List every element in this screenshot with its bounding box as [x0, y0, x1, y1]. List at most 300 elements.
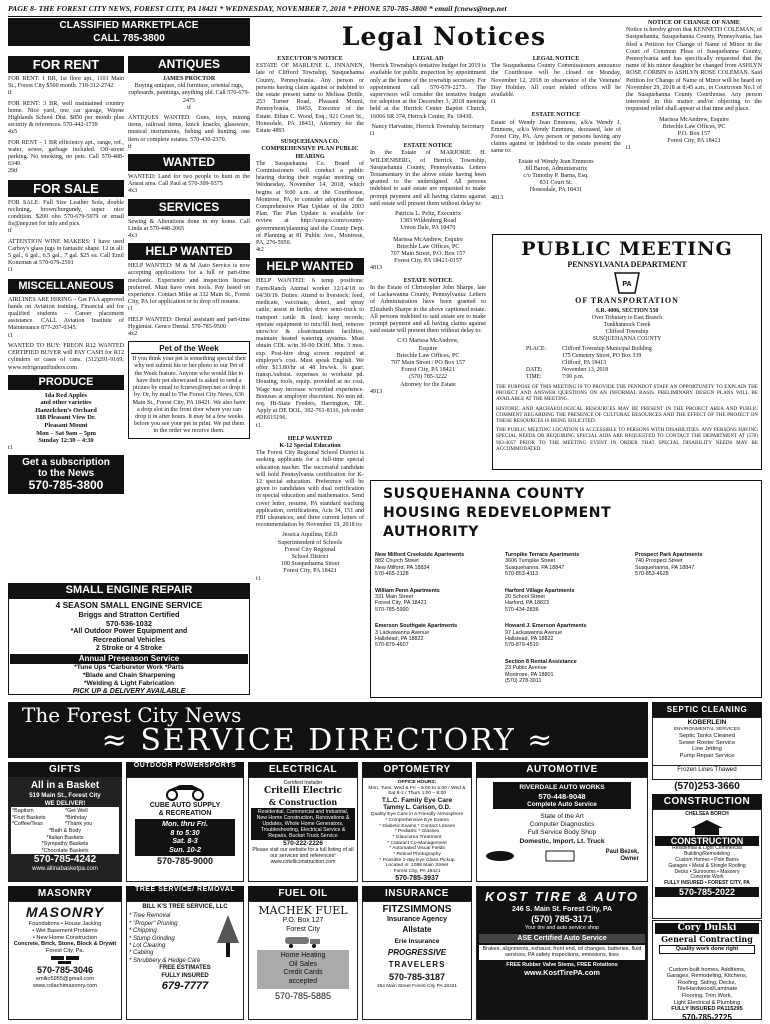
housing-listing-line: Susquehanna, PA 18847: [635, 564, 695, 571]
auto-line: Computer Diagnostics: [529, 821, 595, 829]
auto-phone: 570-448-9048: [493, 792, 631, 801]
ad-code: 4t2: [256, 247, 264, 254]
insurance-heading: INSURANCE: [362, 886, 472, 901]
produce-line: Mon – Sat 9am – 5pm: [36, 429, 96, 437]
contractor-name-2: General Contracting: [661, 934, 753, 944]
housing-listing-line: 570-785-5990: [375, 606, 409, 613]
oil-truck-icon: [251, 934, 355, 950]
construction-name: CONSTRUCTION: [655, 836, 759, 846]
fuel-line: accepted: [288, 977, 318, 985]
auto-line: State of the Art: [540, 813, 584, 820]
hours-line: 8 to 5:30: [170, 827, 200, 837]
directory-title: The Forest City News: [22, 703, 242, 727]
automotive-ad: [476, 762, 648, 882]
place-line: Clifford, PA 18413: [562, 360, 606, 366]
construction-line: Decks • Sunrooms • Masonry: [674, 868, 740, 875]
optometry-line: Forest City, PA 18421: [393, 869, 441, 875]
gifts-ad: [8, 762, 122, 882]
meeting-accessibility: THE PUBLIC MEETING LOCATION IS ACCESSIBLE TO PERSONS WITH DISABILITIES. ANY PERSONS HAVING SPECIAL NEEDS OR REQUIRING SPECIAL AIDS ARE REQUESTED TO CONTACT THE DEPARTMENT AT (570) 963-4057 PRIOR TO THE MEETING EVENT IN ORDER THAT SPECIAL DISABILITY NEEDS MAY BE ACCOMMODATED.: [496, 427, 758, 452]
legal-ad-title: LEGAL AD: [412, 56, 444, 62]
engine-line: 2 Stroke or 4 Stroke: [95, 645, 163, 652]
housing-listing-line: Susquehanna, PA 18847: [505, 564, 565, 571]
auto-line: Domestic, Import, Lt. Truck: [519, 837, 605, 845]
optometry-line: * Pediatric * Glasses: [394, 829, 440, 835]
housing-listing-line: 570-434-2836: [505, 606, 539, 613]
ad-code: t1: [491, 99, 496, 106]
electrical-services: Residential, Commercial and Industrial, New Home Construction, Renovations & Updates, Whole Home Generators, Troubleshooting, Electrical Service & Repairs, Bucket Truck Service: [251, 808, 355, 840]
optometry-hours-label: OFFICE HOURS:: [397, 780, 437, 785]
kost-free: FREE Rubber Valve Stems, FREE Rotations: [506, 961, 618, 968]
gifts-website[interactable]: www.allinabasketpa.com: [32, 866, 98, 873]
gift-item: *Chocolate Baskets: [41, 847, 89, 854]
dental-ad: HELP WANTED: Dental assistant and part-time Hygienist. Genco Dental. 570-785-9500: [128, 316, 250, 330]
housing-listing-line: 740 Prospect Street: [635, 558, 683, 565]
construction-phone: 570-785-2022: [655, 887, 759, 897]
name-change-title: NOTICE OF CHANGE OF NAME: [648, 20, 740, 26]
time-value: 7:00 p.m.: [562, 374, 585, 380]
engine-line: *Welding & Light Fabrication: [84, 679, 174, 687]
county-line: SUSQUEHANNA COUNTY: [592, 336, 662, 342]
estate-address: [491, 159, 621, 195]
address-line: Jessica Aquilina, Ed.D: [282, 532, 338, 539]
electrical-name: Critelli Electric: [264, 786, 342, 796]
sr-line: S.R. 4006, SECTION 550: [595, 308, 659, 314]
housing-listing-line: 3606 Turnpike Street: [505, 558, 556, 565]
comp-plan-title: SUSQUEHANNA CO. COMPREHENSIVE PLAN PUBLIC HEARING: [261, 139, 359, 160]
place-line: 175 Cemetery Street, PO Box 339: [562, 353, 642, 359]
subscription-phone: 570-785-3800: [28, 478, 104, 493]
sale-ad-1: FOR SALE: Full Size Leather Sofa, double reclining, brown/burgundy, super nice condition. $200 obo 570-679-5079 or email fis@nep.net for info and pics.: [8, 199, 124, 228]
contractor-line: Flooring, Trim Work,: [681, 992, 733, 999]
masonry-website[interactable]: www.colachimasonry.com: [33, 982, 97, 989]
auto-line: Full Service Body Shop: [527, 829, 597, 837]
directory-banner: [8, 702, 648, 758]
optometry-line: * Possible 1-day Eye Glass Pickup: [379, 857, 455, 863]
address-line: Patricia L. Peltz, Executrix: [395, 211, 461, 218]
housing-listing-line: Hallstead, PA 18822: [375, 636, 424, 643]
housing-listing-name: William Penn Apartments: [375, 587, 440, 594]
construction-line: FULLY INSURED • FOREST CITY, PA: [664, 880, 750, 887]
gifts-name: All in a Basket: [30, 780, 100, 791]
rent-ad-1: FOR RENT: 1 BR, 1st floor apt., 1101 Main St., Forest City $500 month. 718-312-2742: [8, 76, 124, 90]
outdoor-heading: OUTDOOR POWERSPORTS: [126, 762, 244, 777]
optometry-doctor: Tammy L. Carlson, O.D.: [383, 805, 451, 812]
address-line: Marissa McAndrew, Esquire: [393, 236, 463, 243]
public-meeting-title: PUBLIC MEETING: [521, 238, 733, 260]
septic-company-sub: ENVIRONMENTAL SERVICES: [673, 726, 741, 732]
housing-listing-line: Hallstead, PA 18822: [505, 636, 554, 643]
address-line: Estate of Wendy Jean Emmons: [518, 158, 594, 165]
travelers-logo: TRAVELERS: [388, 959, 446, 969]
contractor-line: Garages, Remodeling, Kitchens,: [666, 973, 748, 980]
housing-title-line: AUTHORITY: [383, 524, 480, 540]
address-line: (570) 785-3222: [408, 374, 448, 381]
ad-code: 4x3: [128, 188, 138, 195]
septic-ad: [652, 702, 762, 766]
housing-listing-line: 570-879-4607: [375, 642, 409, 649]
housing-listing-name: Howard J. Emerson Apartments: [505, 623, 587, 630]
electrical-phone: 570-222-2226: [283, 840, 323, 847]
septic-line: Frozen Lines Thawed: [677, 766, 737, 773]
housing-listing-line: Forest City, PA 18421: [375, 600, 427, 607]
housing-listing-name: Prospect Park Apartments: [635, 552, 703, 558]
housing-listing-name: New Milford Creekside Apartments: [375, 552, 465, 558]
place-value: [562, 346, 758, 367]
address-line: 707 Main Street, P.O. Box 157: [390, 251, 466, 258]
optometry-heading: OPTOMETRY: [362, 762, 472, 777]
address-line: Briechle Law Offices, PC: [396, 243, 460, 250]
tree-insured: FULLY INSURED: [161, 972, 209, 979]
small-engine-ad: [8, 583, 250, 695]
legal-notices-heading: Legal Notices: [341, 22, 547, 51]
tree-service-heading: TREE SERVICE/ REMOVAL: [126, 886, 244, 901]
antiques-heading: ANTIQUES: [128, 56, 250, 73]
engine-line: *Tune Ups *Carburetor Work *Parts: [74, 663, 184, 671]
fuel-line: Credit Cards: [283, 969, 323, 977]
estate-notice-text: In the Estate of MARJORIE H. WILDENBERG, of Herrick Township, Susquehanna County, Pennsylvania. Letters Testamentary in the above estate having been granted to the undersigned. All persons indebted to said estate are requested to make prompt payment and all having claims against said estate will present them without delay to:: [370, 150, 486, 207]
masonry-line: Forest City, Pa.: [45, 948, 85, 955]
name-change-text: Notice is hereby given that KENNETH COLEMAN, of Susquehanna, Susquehanna County, Pennsylvania, has filed a Petition for Change of Name of Minor in the Court of Common Pleas of Susquehanna County, Pennsylvania and has specifically requested that the name of his minor daughter be changed from ASHLYN ROSE CORBIN to ASHLYN ROSE COLEMAN. Said Petition for Change of Name of Minor will be heard on November 29, 2018 at 8:45 a.m., in Courtroom No.1 of the Susquehanna County Courthouse. Any person interested in this matter and/or objecting to the requested relief shall appear at that time and place.: [626, 27, 762, 113]
produce-line: Sunday 12:30 – 4:30: [38, 437, 94, 445]
construction-heading: CONSTRUCTION: [652, 794, 762, 809]
construction-line: Building/Remodeling: [684, 850, 730, 857]
housing-listing: [505, 623, 627, 649]
kost-address: 246 S. Main St. Forest City, PA: [511, 906, 613, 913]
contractor-line: Light Electrical & Plumbing: [673, 999, 741, 1006]
masonry-name: MASONRY: [25, 904, 105, 920]
engine-line: PICK UP & DELIVERY AVAILABLE: [72, 687, 186, 695]
optometry-line: Located in: 1088 Main Street: [385, 863, 449, 869]
masonry-line: Foundations • House Jacking: [28, 921, 102, 927]
estate-notice-title: ESTATE NOTICE: [403, 143, 453, 150]
construction-name-top: CHELSEA BORCH: [685, 811, 729, 817]
tree-item: * Tree Removal: [129, 913, 171, 920]
fuel-line: Oil Sales: [288, 960, 317, 968]
house-icon: [655, 818, 759, 836]
fuel-city: Forest City: [286, 925, 320, 933]
classified-title: CLASSIFIED MARKETPLACE: [59, 20, 199, 31]
place-line: Clifford Township Municipal Building: [562, 346, 652, 352]
construction-ad: [652, 794, 762, 1020]
public-meeting-ad: [492, 234, 762, 470]
gifts-phone: 570-785-4242: [33, 854, 97, 866]
proctor-ad: Buying antiques, old furniture, oriental rugs, cupboards, paintings, anything old. Call 570-679-2475: [128, 83, 250, 104]
optometry-line: * Glaucoma Treatment: [392, 834, 442, 840]
tree-service-name: BILL K'S TREE SERVICE, LLC: [142, 904, 228, 910]
kost-cert: ASE Certified Auto Service: [479, 934, 645, 943]
housing-title-line: SUSQUEHANNA COUNTY: [383, 486, 585, 502]
classified-banner: [8, 18, 250, 46]
housing-col-1: [375, 552, 497, 695]
housing-listing-line: New Milford, PA 18834: [375, 564, 430, 571]
ad-code: tf: [8, 228, 12, 235]
housing-listing-line: Harford, PA 18823: [505, 600, 549, 607]
kost-tagline: Your tire and auto service shop: [524, 925, 600, 931]
ad-code: 4813: [491, 194, 504, 201]
legal-notice-title: LEGAL NOTICE: [532, 56, 580, 62]
produce-line: and other varieties: [40, 399, 92, 407]
masonry-ad: [8, 886, 122, 1020]
estate-address: [370, 211, 486, 265]
pet-of-week-box: [128, 341, 250, 438]
date-label: DATE:: [526, 367, 543, 373]
electrical-tag: Certified Installer: [283, 780, 323, 786]
outdoor-phone: 570-785-9000: [156, 855, 214, 866]
fuel-name: MACHEK FUEL: [258, 904, 348, 917]
contractor-line: Tile/Hardwood/Laminate: [676, 986, 738, 993]
address-line: Union Dale, PA 18470: [400, 225, 456, 232]
kost-website[interactable]: www.KostTirePA.com: [524, 968, 600, 977]
time-label: TIME:: [526, 374, 542, 380]
estate-notice-title: ESTATE NOTICE: [403, 277, 453, 284]
classified-col-2: [128, 56, 250, 576]
contractor-phone: 570-785-2725: [682, 1012, 732, 1020]
optometry-line: Quality Eye Care in a Friendly Atmosphere: [370, 812, 464, 818]
airlines-ad: AIRLINES ARE HIRING – Get FAA approved hands on Aviation training. Financial aid for qualified students – Career placement assistance. CALL Aviation Institute of Maintenance 877-207-0345.: [8, 296, 124, 332]
address-line: Forest City, PA 18421-0157: [394, 258, 462, 265]
address-line: Superintendent of Schools: [277, 539, 343, 546]
masonry-line: • Wet Basement Problems: [32, 927, 98, 934]
electrical-heading: ELECTRICAL: [248, 762, 358, 777]
contractor-name: Cory Dulski: [655, 923, 759, 934]
insurance-address: 354 Main Street Forest City PA 18421: [376, 983, 458, 989]
freon-ad: WANTED TO BUY: FREON R12 WANTED CERTIFIED BUYER will PAY CASH for R12 cylinders or cases of cans. (312)291-9169; www.refrigerantfinders.com: [8, 342, 124, 371]
fuel-oil-heading: FUEL OIL: [248, 886, 358, 901]
address-line: School District: [291, 554, 329, 560]
construction-line: Concrete Work: [690, 874, 724, 881]
tree-item: * Lot Clearing: [129, 943, 166, 950]
optometry-line: * Diabetic Exams * Contact Lenses: [379, 823, 455, 829]
ase-logo-icon: [545, 850, 575, 862]
tree-estimates: FREE ESTIMATES: [159, 965, 211, 972]
meeting-historic: HISTORIC AND ARCHAEOLOGICAL RESOURCES MAY BE PRESENT IN THE PROJECT AREA AND PUBLIC COMMENT REGARDING THE PRESENCE OF CULTURAL RESOURCES AND THE EFFECT OF THE PROJECT ON THESE RESOURCES IS BEING SOLICITED.: [496, 405, 758, 425]
public-meeting-of: OF TRANSPORTATION: [575, 296, 679, 305]
ad-code: t1: [256, 575, 261, 582]
kost-services: Brakes, alignments, exhaust, front end, oil changes, batteries, fluid services, PA safety inspections, emissions, tires: [479, 945, 645, 960]
hours-line: Mon. thru Fri.: [162, 819, 208, 829]
outdoor-name-2: & RECREATION: [158, 809, 212, 817]
gift-item: *Thank you: [65, 821, 93, 827]
optometry-line: * Comprehensive Eye Exams: [385, 817, 449, 823]
housing-listing-line: 23 Public Avenue: [505, 665, 547, 672]
contractor-insured: FULLY INSURED PA115295: [671, 1006, 743, 1013]
address-line: C/O Marissa McAndrew,: [397, 338, 459, 345]
masonry-email[interactable]: emilio5955@gmail.com: [35, 975, 95, 982]
outdoor-name: CUBE AUTO SUPPLY: [149, 802, 221, 809]
housing-listing-line: 570-853-4113: [505, 571, 539, 578]
fuel-address: P.O. Box 127: [282, 917, 324, 924]
gifts-address: 519 Main St., Forest City: [29, 792, 101, 799]
address-line: Honesdale, PA 18431: [529, 187, 583, 194]
housing-listing-name: Harford Village Apartments: [505, 587, 575, 594]
ad-code: t1: [256, 422, 261, 429]
insurance-name-2: Insurance Agency: [386, 916, 448, 923]
housing-listing-line: 20 School Street: [505, 594, 545, 601]
twp-line: Clifford Township: [605, 329, 649, 335]
housing-title: [383, 485, 757, 542]
engine-line: Recreational Vehicles: [93, 636, 165, 644]
ad-code: 4x5: [8, 129, 18, 136]
housing-col-3: [635, 552, 757, 695]
wine-makers-ad: ATTENTION WINE MAKERS: I have used Carboy's glass jugs in fantastic shape. 12 in all: 5 gal., 6 gal., 6.5 gal., 7 gal. $25 ea. Call Emil Konzman at 570-679-2591: [8, 238, 124, 267]
page-header: PAGE 8- THE FOREST CITY NEWS, FOREST CITY, PA 18421 * WEDNESDAY, NOVEMBER 7, 2018 * PHONE 570-785-3800 * email fcnews@nep.net: [8, 4, 507, 13]
engine-line: 4 SEASON SMALL ENGINE SERVICE: [55, 600, 203, 610]
septic-phone: (570)253-3660: [674, 781, 740, 792]
pet-of-week-title: Pet of the Week: [131, 344, 247, 354]
estate-notice-title: ESTATE NOTICE: [531, 112, 581, 119]
tree-icon: [215, 913, 241, 963]
outdoor-ad: [126, 762, 244, 882]
place-label: PLACE:: [526, 346, 546, 352]
address-line: Briechle Law Offices, PC: [662, 123, 726, 130]
auto-owner: Paul Bezek,: [605, 848, 639, 855]
ad-code: 4x3: [128, 233, 138, 240]
auto-owner-title: Owner: [620, 855, 639, 862]
septic-line: Septic Tanks Cleaned: [679, 733, 735, 740]
produce-line: Ida Red Apples: [45, 391, 87, 399]
housing-listing-line: Montrose, PA 18801: [505, 671, 554, 678]
gift-item: *Italian Baskets: [46, 834, 84, 841]
ad-code: 29tf: [8, 168, 18, 175]
address-line: Esquire: [418, 345, 438, 352]
housing-title-line: HOUSING REDEVELOPMENT: [383, 505, 612, 521]
ad-code: tf: [187, 104, 191, 111]
erie-logo: Erie Insurance: [394, 937, 440, 945]
construction-line: Custom Homes • Pole Barns: [675, 856, 739, 863]
housing-listing: [505, 588, 627, 614]
help-wanted-heading-2: HELP WANTED: [256, 258, 364, 275]
miscellaneous-heading: MISCELLANEOUS: [8, 279, 124, 294]
produce-ad: [8, 392, 124, 445]
housing-listing-name: Section 8 Rental Assistance: [505, 658, 577, 665]
electrical-ad: [248, 762, 358, 882]
date-value: November 13, 2018: [562, 367, 609, 373]
septic-extra: [652, 766, 762, 780]
bridge-line: Over Tributary to East Branch: [591, 315, 663, 321]
address-line: Briechle Law Offices, PC: [396, 352, 460, 359]
housing-listing-line: 570-879-4510: [505, 642, 539, 649]
septic-line: Sewer Rooter Service: [678, 739, 736, 746]
address-line: 100 Susquehanna Street: [280, 561, 340, 568]
hours-line: Sun. 10-2: [169, 844, 201, 854]
for-sale-heading: FOR SALE: [8, 180, 124, 197]
atv-icon: [129, 780, 241, 802]
automotive-heading: AUTOMOTIVE: [476, 762, 648, 777]
housing-listing-line: 882 Church Street: [375, 558, 419, 565]
gifts-deliver: WE DELIVER!: [44, 799, 86, 807]
address-line: 831 Court St.: [539, 180, 573, 187]
brick-icon: [11, 955, 119, 965]
housing-listing-line: 331 Main Street: [375, 594, 414, 601]
ad-code: t1: [8, 332, 13, 339]
pet-of-week-text: If you think your pet is something special then why not submit his or her photo to our Pet of the Week feature. Anyone who would like to have their pet showcased is asked to send a picture by email to fcnews@nep.net or drop it by. Or, by mail to The Forest City News, 636 Main St., Forest City, PA 18421. We also have a drop slot in the front door where you can drop it in after hours. It may be a few weeks before you see your pet in print. We put them in the order we receive them.: [132, 356, 246, 435]
executor-notice-title: EXECUTOR’S NOTICE: [277, 56, 343, 62]
public-meeting-subtitle: PENNSYLVANIA DEPARTMENT: [567, 260, 687, 269]
proctor-name: JAMES PROCTOR: [162, 76, 216, 82]
gift-item: *Get Well: [65, 808, 88, 815]
septic-heading: SEPTIC CLEANING: [652, 702, 762, 717]
legal-col-5: [491, 56, 621, 232]
k12-subtitle: K-12 Special Education: [279, 442, 341, 449]
k12-address: [256, 532, 364, 575]
ad-code: t1: [8, 444, 13, 451]
housing-listing-name: Emerson Southgate Apartments: [375, 623, 458, 630]
wanted-heading: WANTED: [128, 154, 250, 171]
subscription-ad[interactable]: [8, 455, 124, 494]
hours-line: Sat. 8-3: [172, 836, 198, 846]
fuel-oil-ad: [248, 886, 358, 1020]
k12-title: HELP WANTED: [287, 435, 333, 442]
legal-ad-text: Herrick Township's tentative budget for 2019 is available for public inspection by appointment only at the home of the township secretary. For appointment call 570-679-2273. The supervisors will consider the tentative budget for adoption at the December 3, 2018 meeting held at the Herrick Center Baptist Church, 16066 SR 374, Herrick Center, Pa. 18430.: [370, 63, 486, 120]
address-line: 707 Main Street / PO Box 157: [390, 359, 466, 366]
produce-heading: PRODUCE: [8, 375, 124, 390]
optometry-line: * Automated Visual Fields: [389, 846, 445, 852]
produce-line: Hanzelchen’s Orchard: [35, 406, 97, 414]
housing-listing: [375, 552, 497, 578]
legal-col-6: [626, 20, 762, 220]
name-change-address: [626, 117, 762, 146]
housing-listing-line: (570) 278-3011: [505, 678, 542, 685]
electrical-name-2: & Construction: [268, 797, 338, 807]
meeting-purpose: THE PURPOSE OF THIS MEETING IS TO PROVIDE THE PENNDOT STAFF AN OPPORTUNITY TO EXPLAIN THE PROJECT AND ANSWER QUESTIONS ON AN INFORMAL BASIS. PRELIMINARY DESIGN PLANS WILL BE AVAILABLE AT THE MEETING.: [496, 384, 758, 403]
housing-listing: [505, 659, 627, 685]
rent-ad-2: FOR RENT: 3 BR, well maintained country home. Nice yard, one car garage, Wayne Highlands School Dist. $850 per month plus security & references. 570-442-1739: [8, 100, 124, 129]
fuel-phone: 570-785-5885: [274, 990, 332, 1001]
optometry-line: * Cataract Co-Management: [387, 840, 447, 846]
rent-ad-3: FOR RENT – 1 BR efficiency apt., range, ref., water, sewer, garbage included. Off-street parking. No smoking, no pets. Call 570-488-6349.: [8, 139, 124, 168]
legal-ad-signature: Nancy Harvatine, Herrick Township Secretary: [371, 123, 485, 130]
help-wanted-heading: HELP WANTED: [128, 243, 250, 260]
address-line: P.O. Box 157: [677, 131, 711, 138]
ad-code: 4813: [370, 265, 383, 272]
tree-item: * Chipping: [129, 928, 157, 935]
ad-code: tf: [8, 90, 12, 97]
address-line: 1383 Wildenberg Road: [399, 218, 457, 225]
ad-code: tf: [128, 143, 132, 150]
address-line: Jill Baron, Administratrix: [524, 165, 588, 172]
creek-line: Tunkhannock Creek: [603, 322, 651, 328]
tree-phone: 679-7777: [161, 980, 209, 993]
ad-code: 4x2: [128, 331, 138, 338]
land-wanted-ad: WANTED: Land for two people to hunt in the Ararat area. Call Paul at 570-309-9375: [128, 174, 250, 188]
electrical-website[interactable]: www.critelliconstruction.com: [270, 859, 336, 865]
housing-col-2: [505, 552, 627, 695]
kost-phone: (570) 785-3171: [531, 914, 593, 924]
optometry-hours: Mon, Tues, Wed & Fri – 9:00 to 5:00 / Wed & Sat 8-2 / Thurs 1:00 – 8:00: [368, 785, 466, 797]
ad-code: t1: [128, 306, 133, 313]
mechanic-ad: HELP WANTED: M & M Auto Service is now accepting applications for a full or part-time mechanic. Experience and inspection license preferred. Must have own tools. Pay based on experience. Contact Mike at 332 Main St., Forest City, PA for application or to drop off resume.: [128, 263, 250, 306]
for-rent-heading: FOR RENT: [8, 56, 124, 73]
contractor-tagline: Quality work done right: [659, 945, 755, 954]
aaa-logo-icon: [485, 850, 515, 862]
insurance-ad: [362, 886, 472, 1020]
subscription-line: Get a subscription: [22, 457, 110, 469]
legal-col-4: [370, 56, 486, 476]
gift-item: *Baptism: [12, 808, 34, 815]
subscription-line: to the News: [37, 468, 95, 480]
fuel-line: Home Heating: [280, 952, 326, 960]
tree-item: * Shrubbery & Hedge Care: [129, 957, 201, 964]
insurance-name: FITZSIMMONS: [382, 904, 452, 915]
address-line: Forest City, PA 18421: [401, 367, 455, 374]
housing-listing-line: 97 Lackawanna Avenue: [505, 629, 563, 636]
address-line: Forest City, PA 18421: [283, 568, 337, 575]
address-line: Forest City, PA 18421: [667, 138, 721, 145]
gift-item: *Coffee/Teas: [12, 821, 43, 827]
legal-notice-text: The Susquehanna County Commissioners announce the Courthouse will be closed on Monday, November 12, 2018 in observance of the Veterans' Day Holiday. All court related offices will be available.: [491, 63, 621, 99]
estate-address: [370, 338, 486, 388]
estate-notice-text: In the Estate of Christopher John Sharpe, late of Lackawanna County, Pennsylvania: Letters of Administration have been granted to Elizabeth Sharpe in the above captioned estate. All persons indebted to said estate are to make prompt payment and all having claims against said estate will present them without delay to:: [370, 284, 486, 335]
